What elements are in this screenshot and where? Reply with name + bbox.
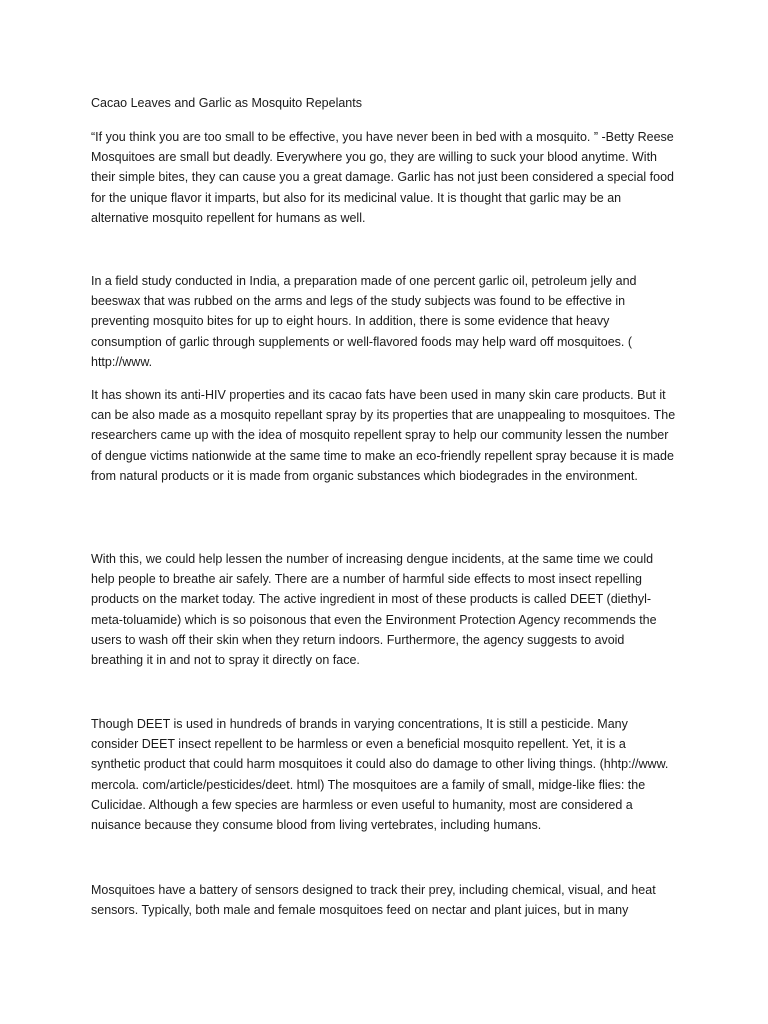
paragraph-intro-quote: “If you think you are too small to be effective, you have never been in bed with a mosquito. ” -Betty Reese Mosquitoes are small but deadly. Everywhere you go, they are willing to suck your blood anytime. With their simple bites, they can cause you a great damage. Garlic has not just been considered a special food for the unique flavor it imparts, but also for its medicinal value. It is thought that garlic may be an alternative mosquito repellent for humans as well. (91, 130, 674, 225)
paragraph-deet-side-effects: With this, we could help lessen the number of increasing dengue incidents, at the same time we could help people to breathe air safely. There are a number of harmful side effects to most insect repelling products on the market today. The active ingredient in most of these products is called DEET (diethyl-meta-toluamide) which is so poisonous that even the Environment Protection Agency recommends the users to wash off their skin when they return indoors. Furthermore, the agency suggests to avoid breathing it in and not to spray it directly on face. (91, 552, 657, 668)
paragraph-mosquito-sensors: Mosquitoes have a battery of sensors designed to track their prey, including chemical, visual, and heat sensors. Typically, both male and female mosquitoes feed on nectar and plant juices, but in many (91, 883, 656, 918)
paragraph-field-study: In a field study conducted in India, a preparation made of one percent garlic oil, petroleum jelly and beeswax that was rubbed on the arms and legs of the study subjects was found to be effective in preventing mosquito bites for up to eight hours. In addition, there is some evidence that heavy consumption of garlic through supplements or well-flavored foods may help ward off mosquitoes. ( http://www. (91, 274, 637, 369)
paragraph-deet-pesticide: Though DEET is used in hundreds of brands in varying concentrations, It is still a pesticide. Many consider DEET insect repellent to be harmless or even a beneficial mosquito repellent. Yet, it is a synthetic product that could harm mosquitoes it could also do damage to other living things. (hhtp://www. mercola. com/article/pesticides/deet. html) The mosquitoes are a family of small, midge-like flies: the Culicidae. Although a few species are harmless or even useful to humanity, most are considered a nuisance because they consume blood from living vertebrates, including humans. (91, 717, 669, 833)
document-title: Cacao Leaves and Garlic as Mosquito Repelants (91, 96, 362, 110)
paragraph-cacao-properties: It has shown its anti-HIV properties and its cacao fats have been used in many skin care products. But it can be also made as a mosquito repellant spray by its properties that are unappealing to mosquitoes. The researchers came up with the idea of mosquito repellent spray to help our community lessen the number of dengue victims nationwide at the same time to make an eco-friendly repellent spray because it is made from natural products or it is made from organic substances which biodegrades in the environment. (91, 388, 676, 483)
